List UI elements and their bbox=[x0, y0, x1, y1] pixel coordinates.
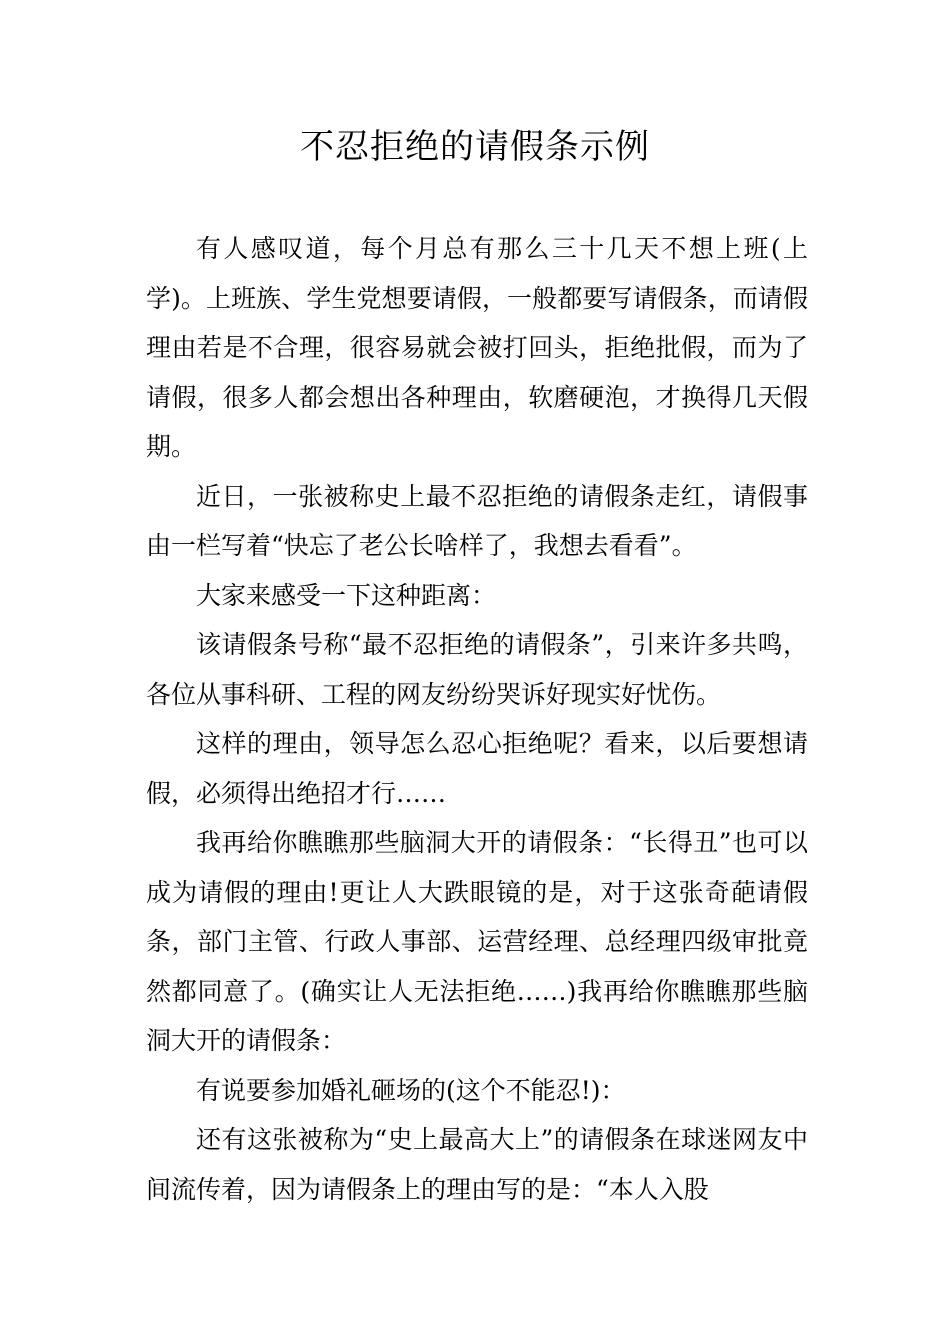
paragraph: 有说要参加婚礼砸场的(这个不能忍!)： bbox=[196, 1075, 626, 1105]
paragraph: 还有这张被称为“史上最高大上”的请假条在球迷网友中间流传着，因为请假条上的理由写的是：“本人入股 bbox=[146, 1125, 808, 1204]
document-body bbox=[146, 224, 808, 1214]
paragraph: 该请假条号称“最不忍拒绝的请假条”，引来许多共鸣，各位从事科研、工程的网友纷纷哭诉好现实好忧伤。 bbox=[146, 630, 808, 709]
paragraph: 我再给你瞧瞧那些脑洞大开的请假条：“长得丑”也可以成为请假的理由!更让人大跌眼镜的是，对于这张奇葩请假条，部门主管、行政人事部、运营经理、总经理四级审批竟然都同意了。(确实让人无法拒绝……)我再给你瞧瞧那些脑洞大开的请假条： bbox=[146, 828, 808, 1055]
paragraph: 近日，一张被称史上最不忍拒绝的请假条走红，请假事由一栏写着“快忘了老公长啥样了，我想去看看”。 bbox=[146, 481, 808, 560]
paragraph: 大家来感受一下这种距离： bbox=[196, 580, 497, 610]
paragraph: 这样的理由，领导怎么忍心拒绝呢？看来，以后要想请假，必须得出绝招才行…… bbox=[146, 729, 808, 808]
document-title: 不忍拒绝的请假条示例 bbox=[300, 127, 650, 167]
paragraph: 有人感叹道，每个月总有那么三十几天不想上班(上学)。上班族、学生党想要请假，一般都要写请假条，而请假理由若是不合理，很容易就会被打回头，拒绝批假，而为了请假，很多人都会想出各种理由，软磨硬泡，才换得几天假期。 bbox=[146, 234, 808, 461]
